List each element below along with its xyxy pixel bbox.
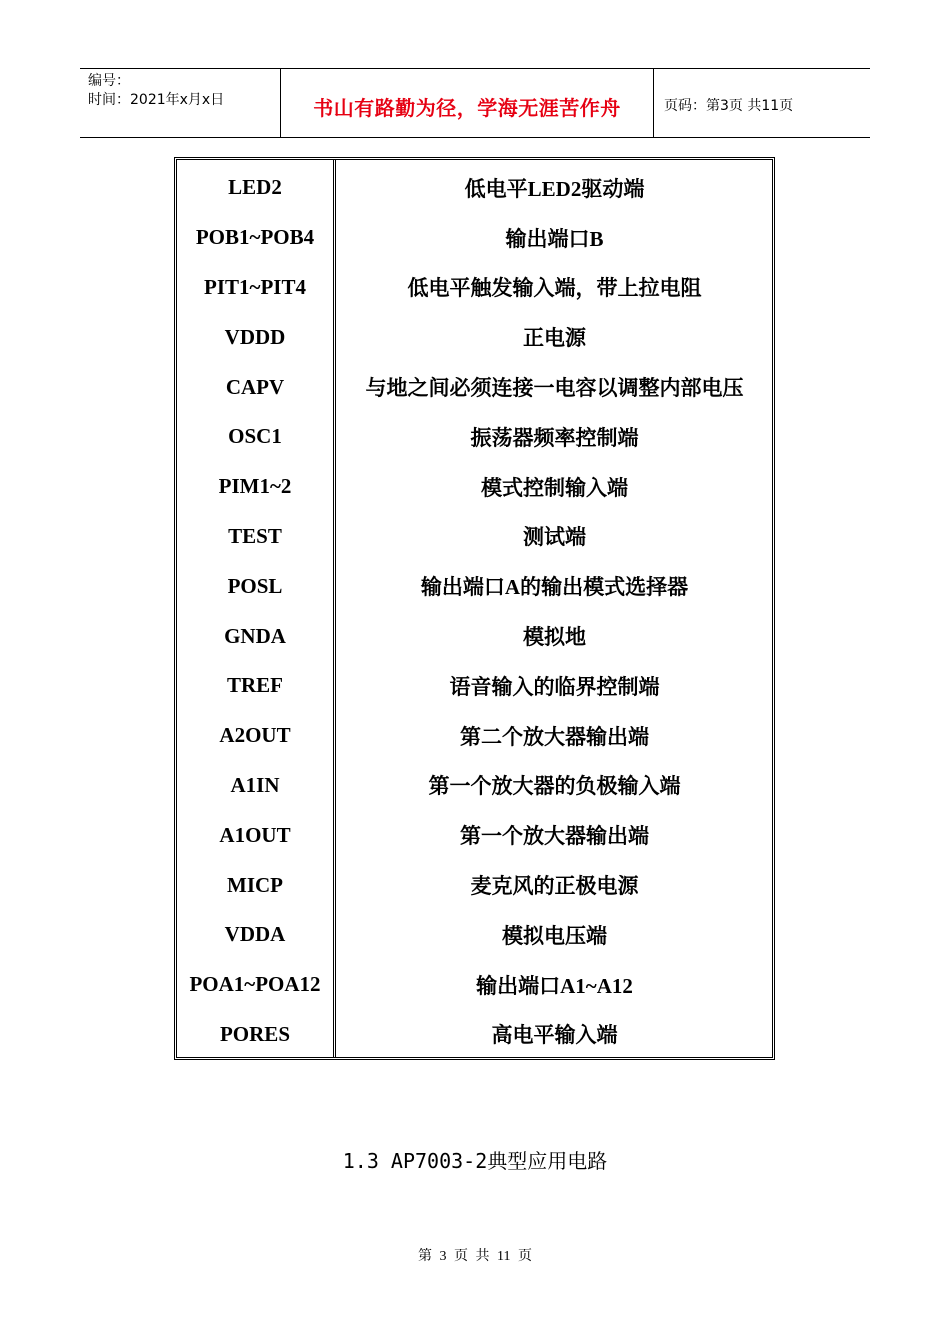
document-date-label: 时间：2021年x月x日 <box>88 92 225 108</box>
pin-description-cell: 模式控制输入端 <box>481 475 628 500</box>
pin-name-cell: POA1~POA12 <box>189 972 321 997</box>
table-row <box>177 263 772 313</box>
table-row <box>177 810 772 860</box>
table-row <box>177 512 772 562</box>
page-footer: 第 3 页 共 11 页 <box>418 1249 532 1264</box>
table-row <box>177 910 772 960</box>
pin-name-cell: CAPV <box>225 374 285 399</box>
table-row <box>177 312 772 362</box>
pin-description-cell: 测试端 <box>523 525 586 550</box>
pin-name-cell: TEST <box>228 523 282 548</box>
pin-name-cell: VDDD <box>224 324 286 349</box>
table-row <box>177 362 772 412</box>
table-row <box>177 960 772 1010</box>
pin-description-cell: 语音输入的临界控制端 <box>449 674 660 699</box>
pin-description-cell: 麦克风的正极电源 <box>470 874 639 899</box>
table-row <box>177 860 772 910</box>
pin-name-cell: POB1~POB4 <box>195 225 315 250</box>
pin-description-cell: 振荡器频率控制端 <box>470 425 639 450</box>
table-row <box>177 561 772 611</box>
pin-description-cell: 模拟地 <box>523 625 586 650</box>
pin-name-cell: PIT1~PIT4 <box>204 274 306 299</box>
header-page-info-cell <box>654 69 870 137</box>
table-row <box>177 462 772 512</box>
pin-description-cell: 输出端口A的输出模式选择器 <box>420 575 689 600</box>
pin-description-cell: 第一个放大器输出端 <box>460 824 649 849</box>
pin-name-cell: VDDA <box>224 922 286 947</box>
section-heading: 1.3 AP7003-2典型应用电路 <box>342 1149 608 1173</box>
pin-description-cell: 模拟电压端 <box>502 923 607 948</box>
table-row <box>177 1010 772 1060</box>
header-motto: 书山有路勤为径，学海无涯苦作舟 <box>313 95 621 120</box>
pin-description-cell: 与地之间必须连接一电容以调整内部电压 <box>365 376 744 401</box>
header-meta <box>80 69 281 137</box>
pin-description-cell: 低电平触发输入端，带上拉电阻 <box>407 276 702 301</box>
table-row <box>177 163 772 213</box>
pin-name-cell: A2OUT <box>219 723 291 748</box>
pin-name-cell: TREF <box>226 673 283 698</box>
pin-name-cell: A1OUT <box>219 822 291 847</box>
document-number-label: 编号： <box>88 73 130 89</box>
pin-name-cell: GNDA <box>224 623 286 648</box>
pin-name-cell: POSL <box>227 573 283 598</box>
table-row <box>177 611 772 661</box>
pin-description-cell: 正电源 <box>523 326 586 351</box>
pin-name-cell: MICP <box>227 872 283 897</box>
table-row <box>177 213 772 263</box>
table-row <box>177 661 772 711</box>
table-row <box>177 761 772 811</box>
pin-description-cell: 低电平LED2驱动端 <box>464 176 645 201</box>
table-row <box>177 412 772 462</box>
pin-name-cell: PORES <box>219 1021 290 1046</box>
pin-description-cell: 输出端口B <box>505 226 604 251</box>
table-row <box>177 711 772 761</box>
pin-name-cell: A1IN <box>230 772 280 797</box>
pin-description-cell: 第一个放大器的负极输入端 <box>428 774 681 799</box>
page-header <box>80 68 870 138</box>
pin-description-cell: 输出端口A1~A12 <box>476 973 633 998</box>
pin-name-cell: OSC1 <box>228 424 282 449</box>
pin-description-cell: 第二个放大器输出端 <box>460 724 649 749</box>
pin-description-cell: 高电平输入端 <box>491 1023 618 1048</box>
pin-name-cell: LED2 <box>228 175 282 200</box>
header-motto-cell <box>281 69 654 137</box>
pin-description-table <box>174 157 775 1060</box>
pin-name-cell: PIM1~2 <box>218 474 292 499</box>
header-page-info: 页码：第3页 共11页 <box>664 98 794 114</box>
